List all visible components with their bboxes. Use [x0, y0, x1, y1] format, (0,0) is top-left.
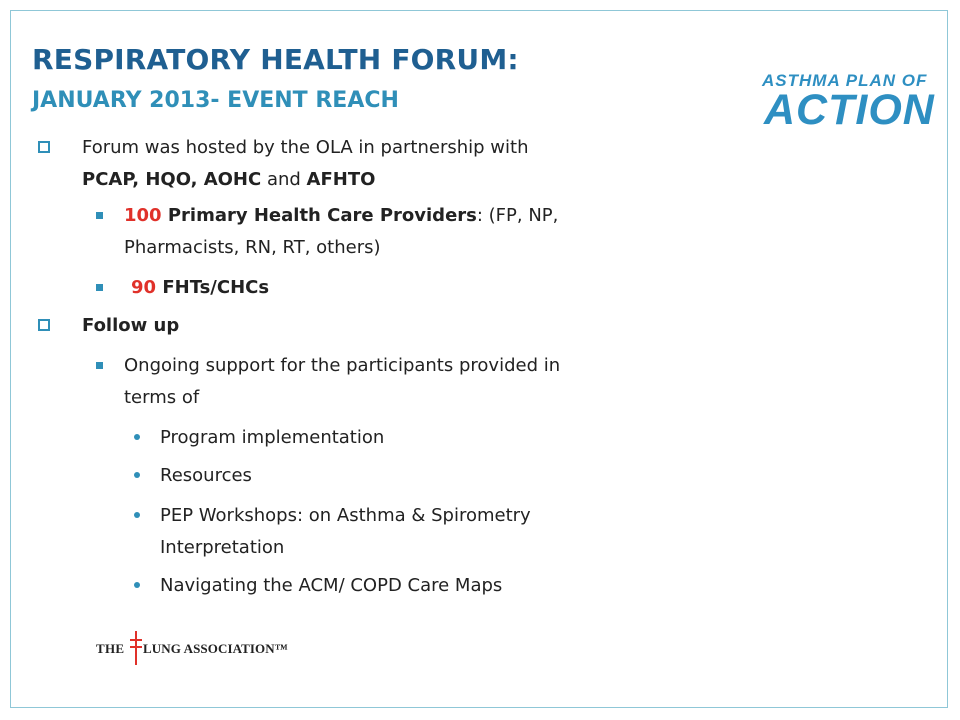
- page-subtitle: JANUARY 2013- EVENT REACH: [32, 88, 399, 113]
- bullet-providers-line1: 100 Primary Health Care Providers: (FP, NP,: [124, 205, 559, 226]
- square-bullet-icon: [96, 362, 103, 369]
- dot-bullet-icon: [134, 434, 140, 440]
- dot-bullet-icon: [134, 512, 140, 518]
- dot-bullet-icon: [134, 472, 140, 478]
- double-cross-icon: [130, 631, 142, 665]
- checkbox-bullet-icon: [38, 319, 50, 331]
- page-title: RESPIRATORY HEALTH FORUM:: [32, 43, 519, 76]
- bullet-providers-line2: Pharmacists, RN, RT, others): [124, 237, 381, 258]
- bullet-program-implementation: Program implementation: [160, 427, 385, 448]
- checkbox-bullet-icon: [38, 141, 50, 153]
- square-bullet-icon: [96, 284, 103, 291]
- dot-bullet-icon: [134, 582, 140, 588]
- asthma-plan-logo-top: ASTHMA PLAN OF: [762, 71, 928, 90]
- bullet-follow-up: Follow up: [82, 315, 180, 336]
- lung-association-logo: [96, 628, 316, 672]
- bullet-ongoing-support-line1: Ongoing support for the participants provided in: [124, 355, 561, 376]
- bullet-care-maps: Navigating the ACM/ COPD Care Maps: [160, 575, 503, 596]
- bullet-forum-hosted-line2: PCAP, HQO, AOHC and AFHTO: [82, 169, 376, 190]
- bullet-fhts-chcs: 90 FHTs/CHCs: [131, 277, 270, 298]
- bullet-resources: Resources: [160, 465, 252, 486]
- bullet-pep-workshops-line2: Interpretation: [160, 537, 285, 558]
- bullet-forum-hosted-line1: Forum was hosted by the OLA in partnership with: [82, 137, 529, 158]
- lung-association-logo-the: THE: [96, 641, 125, 656]
- square-bullet-icon: [96, 212, 103, 219]
- lung-association-logo-text: LUNG ASSOCIATION™: [143, 641, 288, 656]
- asthma-plan-logo-bottom: ACTION: [764, 86, 935, 134]
- bullet-ongoing-support-line2: terms of: [124, 387, 200, 408]
- bullet-pep-workshops-line1: PEP Workshops: on Asthma & Spirometry: [160, 505, 531, 526]
